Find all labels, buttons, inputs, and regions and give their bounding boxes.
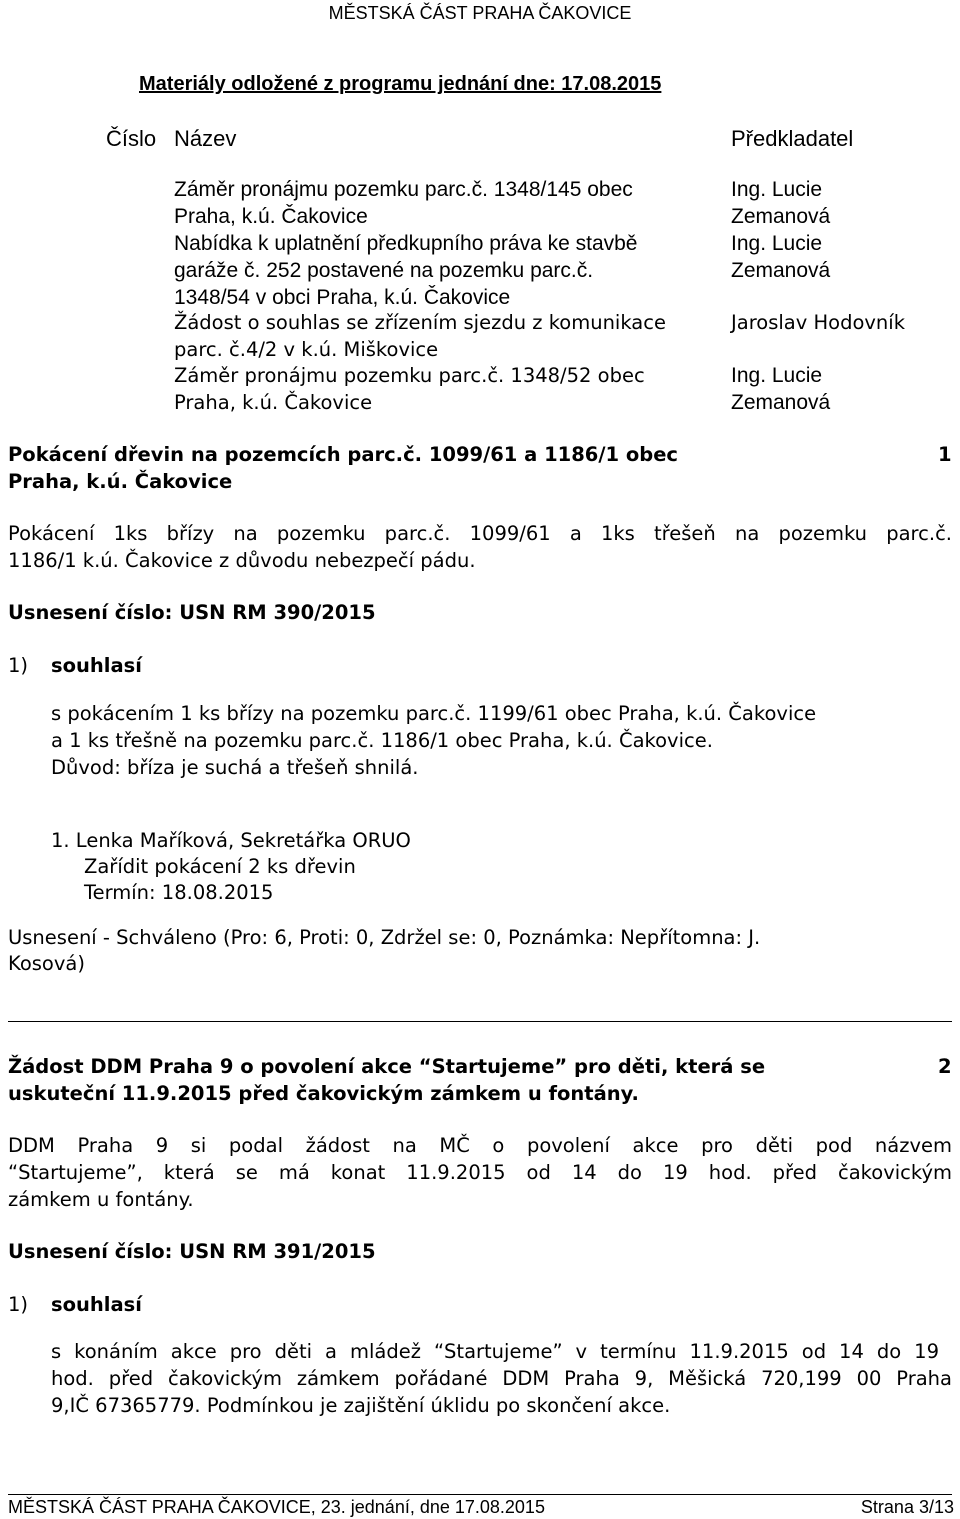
item-heading: Pokácení dřevin na pozemcích parc.č. 1099/61 a 1186/1 obec xyxy=(8,443,678,466)
table-row-name: Záměr pronájmu pozemku parc.č. 1348/145 obec xyxy=(174,178,633,201)
table-row-submitter: Zemanová xyxy=(731,259,831,282)
item-heading: Žádost DDM Praha 9 o povolení akce “Startujeme” pro děti, která se xyxy=(8,1055,766,1078)
decision-text: hod. před čakovickým zámkem pořádané DDM Praha 9, Měšická 720,199 00 Praha xyxy=(51,1367,952,1390)
col-header-submitter: Předkladatel xyxy=(731,126,854,151)
item-description: 1186/1 k.ú. Čakovice z důvodu nebezpečí pádu. xyxy=(8,549,476,572)
task-person: 1. Lenka Maříková, Sekretářka ORUO xyxy=(51,829,411,852)
table-row-submitter: Ing. Lucie xyxy=(731,232,823,255)
page-header: MĚSTSKÁ ČÁST PRAHA ČAKOVICE xyxy=(328,3,632,23)
table-row-submitter: Zemanová xyxy=(731,205,831,228)
table-row-name: garáže č. 252 postavené na pozemku parc.č. xyxy=(174,259,594,282)
task-deadline: Termín: 18.08.2015 xyxy=(84,881,274,904)
page-title: Materiály odložené z programu jednání dne: 17.08.2015 xyxy=(139,73,662,95)
table-row-name: Nabídka k uplatnění předkupního práva ke stavbě xyxy=(174,232,638,255)
vote-result: Kosová) xyxy=(8,952,85,975)
decision-number: 1) xyxy=(8,1293,29,1316)
vote-result: Usnesení - Schváleno (Pro: 6, Proti: 0, Zdržel se: 0, Poznámka: Nepřítomna: J. xyxy=(8,926,761,949)
table-row-submitter: Ing. Lucie xyxy=(731,178,823,201)
item-number: 1 xyxy=(938,443,952,466)
table-row-name: Praha, k.ú. Čakovice xyxy=(174,205,368,228)
task-text: Zařídit pokácení 2 ks dřevin xyxy=(84,855,356,878)
decision-text: 9,IČ 67365779. Podmínkou je zajištění úklidu po skončení akce. xyxy=(51,1394,671,1417)
table-row-submitter: Jaroslav Hodovník xyxy=(731,311,905,334)
table-row-name: 1348/54 v obci Praha, k.ú. Čakovice xyxy=(174,286,511,309)
item-description: zámkem u fontány. xyxy=(8,1188,194,1211)
item-description: DDM Praha 9 si podal žádost na MČ o povolení akce pro děti pod názvem xyxy=(8,1134,952,1157)
table-row-submitter: Zemanová xyxy=(731,391,831,414)
item-number: 2 xyxy=(938,1055,952,1078)
table-row-submitter: Ing. Lucie xyxy=(731,364,823,387)
table-row-name: Záměr pronájmu pozemku parc.č. 1348/52 obec xyxy=(174,364,645,387)
footer-text: MĚSTSKÁ ČÁST PRAHA ČAKOVICE, 23. jednání, dne 17.08.2015 xyxy=(8,1497,545,1517)
decision-verb: souhlasí xyxy=(51,654,142,677)
col-header-number: Číslo xyxy=(106,126,157,151)
item-heading: uskuteční 11.9.2015 před čakovickým zámkem u fontány. xyxy=(8,1082,639,1105)
decision-number: 1) xyxy=(8,654,29,677)
resolution-number: Usnesení číslo: USN RM 390/2015 xyxy=(8,601,376,624)
item-heading: Praha, k.ú. Čakovice xyxy=(8,470,233,493)
separator-line xyxy=(8,1021,952,1022)
decision-text: s pokácením 1 ks břízy na pozemku parc.č. 1199/61 obec Praha, k.ú. Čakovice xyxy=(51,702,817,725)
item-description: “Startujeme”, která se má konat 11.9.2015 od 14 do 19 hod. před čakovickým xyxy=(8,1161,952,1184)
table-row-name: Žádost o souhlas se zřízením sjezdu z komunikace xyxy=(174,311,666,334)
page-number: Strana 3/13 xyxy=(860,1497,954,1517)
item-description: Pokácení 1ks břízy na pozemku parc.č. 1099/61 a 1ks třešeň na pozemku parc.č. xyxy=(8,522,952,545)
table-row-name: parc. č.4/2 v k.ú. Miškovice xyxy=(174,338,439,361)
col-header-name: Název xyxy=(174,126,237,151)
table-row-name: Praha, k.ú. Čakovice xyxy=(174,391,373,414)
decision-text: s konáním akce pro děti a mládež “Startujeme” v termínu 11.9.2015 od 14 do 19 xyxy=(51,1340,939,1363)
decision-text: a 1 ks třešně na pozemku parc.č. 1186/1 obec Praha, k.ú. Čakovice. xyxy=(51,729,713,752)
decision-text: Důvod: bříza je suchá a třešeň shnilá. xyxy=(51,756,419,779)
resolution-number: Usnesení číslo: USN RM 391/2015 xyxy=(8,1240,376,1263)
decision-verb: souhlasí xyxy=(51,1293,142,1316)
footer-line xyxy=(8,1494,952,1495)
